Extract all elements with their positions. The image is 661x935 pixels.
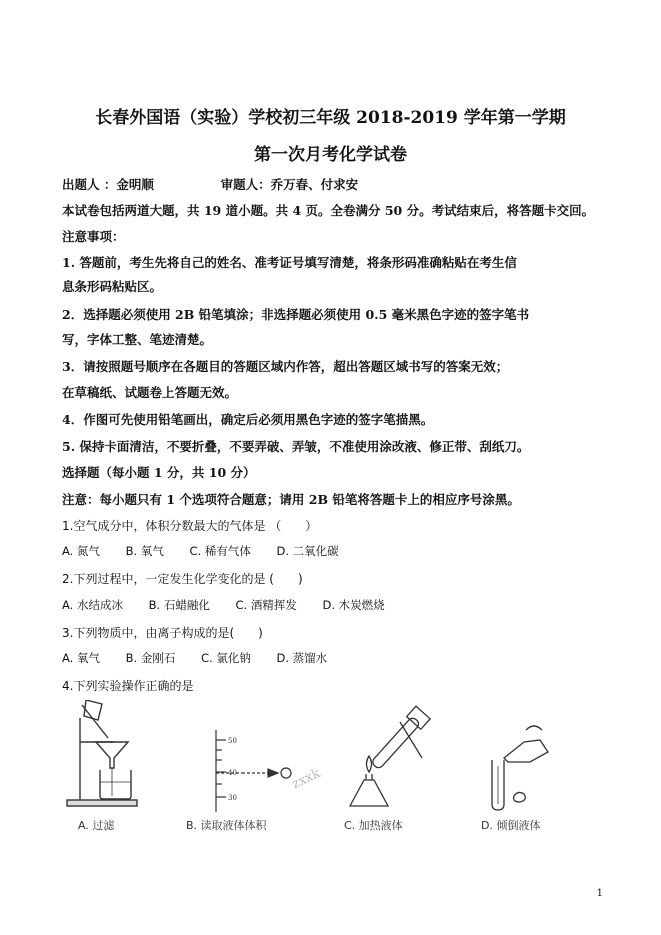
note-line: 3．请按照题号顺序在各题目的答题区域内作答，超出答题区域书写的答案无效； xyxy=(62,359,509,374)
question-1-options xyxy=(62,543,361,559)
heating-diagram xyxy=(330,700,440,815)
intro-text: 本试卷包括两道大题，共 19 道小题。共 4 页。全卷满分 50 分。考试结束后，将答题卡交回。 xyxy=(62,203,595,218)
option-a: A. 水结成冰 xyxy=(62,598,123,612)
setter: 出题人 ：金明顺 xyxy=(62,177,154,192)
note-line: 1. 答题前，考生先将自己的姓名、准考证号填写清楚，将条形码准确粘贴在考生信 xyxy=(62,255,517,270)
option-d: D. 木炭燃烧 xyxy=(322,598,385,612)
option-d: D. 蒸馏水 xyxy=(276,651,328,665)
exam-title-line2: 第一次月考化学试卷 xyxy=(254,145,407,165)
note-line: 在草稿纸、试题卷上答题无效。 xyxy=(62,385,238,400)
caption-c: C. 加热液体 xyxy=(344,819,403,832)
notes-header: 注意事项： xyxy=(62,229,125,244)
option-c: C. 稀有气体 xyxy=(189,544,251,558)
question-4-stem: 4.下列实验操作正确的是 xyxy=(62,679,194,693)
pouring-diagram xyxy=(468,700,578,815)
section-title: 选择题（每小题 1 分，共 10 分） xyxy=(62,465,256,480)
question-3-stem: 3.下列物质中，由离子构成的是( ) xyxy=(62,626,263,640)
section-note: 注意：每小题只有 1 个选项符合题意；请用 2B 铅笔将答题卡上的相应序号涂黑。 xyxy=(62,492,520,507)
option-c: C. 氯化钠 xyxy=(201,651,251,665)
reviewer: 审题人：乔万春、付求安 xyxy=(220,177,359,192)
authors-row xyxy=(62,175,358,193)
note-line: 5. 保持卡面清洁，不要折叠，不要弄破、弄皱，不准使用涂改液、修正带、刮纸刀。 xyxy=(62,439,530,454)
caption-a: A. 过滤 xyxy=(78,819,115,832)
tick-label: 30 xyxy=(228,794,237,802)
watermark: zxxk xyxy=(289,766,323,793)
question-2-options xyxy=(62,597,407,613)
tick-label: 40 xyxy=(228,769,237,777)
note-line: 写，字体工整、笔迹清楚。 xyxy=(62,332,213,347)
option-b: B. 金刚石 xyxy=(125,651,176,665)
page-number: 1 xyxy=(596,888,603,899)
note-line: 息条形码粘贴区。 xyxy=(62,279,163,294)
question-2-stem: 2.下列过程中，一定发生化学变化的是 ( ) xyxy=(62,572,303,586)
option-b: B. 石蜡融化 xyxy=(148,598,210,612)
filtration-diagram xyxy=(62,700,172,820)
exam-title-line1: 长春外国语（实验）学校初三年级 2018-2019 学年第一学期 xyxy=(95,108,566,128)
caption-b: B. 读取液体体积 xyxy=(186,819,267,832)
option-a: A. 氧气 xyxy=(62,651,100,665)
note-line: 4．作图可先使用铅笔画出，确定后必须用黑色字迹的签字笔描黑。 xyxy=(62,412,434,427)
note-line: 2．选择题必须使用 2B 铅笔填涂；非选择题必须使用 0.5 毫米黑色字迹的签字笔书 xyxy=(62,307,530,322)
tick-label: 50 xyxy=(228,737,237,745)
question-1-stem: 1.空气成分中，体积分数最大的气体是 （ ） xyxy=(62,519,318,533)
option-b: B. 氧气 xyxy=(125,544,164,558)
option-a: A. 氮气 xyxy=(62,544,100,558)
option-d: D. 二氧化碳 xyxy=(276,544,339,558)
option-c: C. 酒精挥发 xyxy=(235,598,297,612)
caption-d: D. 倾倒液体 xyxy=(481,819,541,832)
question-3-options xyxy=(62,650,349,666)
